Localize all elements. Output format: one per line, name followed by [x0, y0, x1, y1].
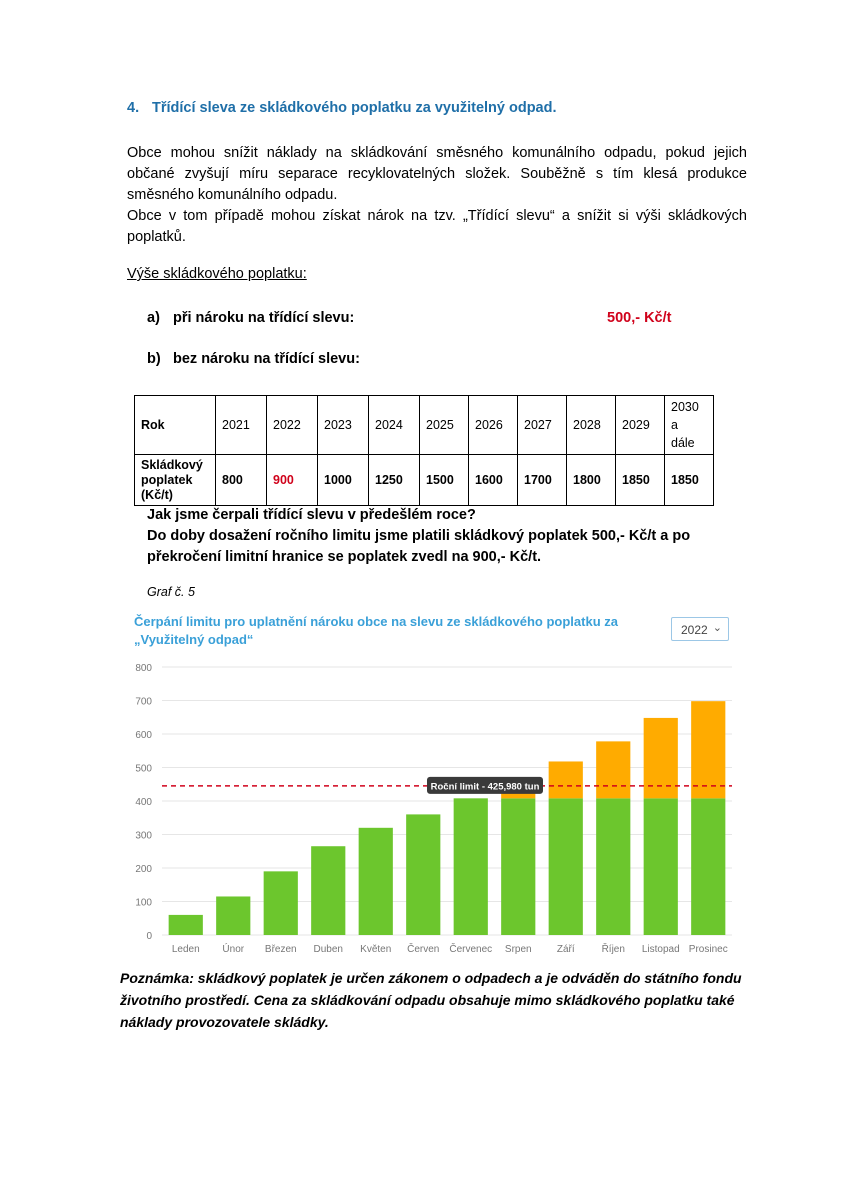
section-number: 4. — [127, 100, 140, 116]
bar-segment — [359, 828, 393, 935]
chart-title: Čerpání limitu pro uplatnění nároku obce na slevu ze skládkového poplatku za „Využitelný odpad“ — [134, 614, 618, 647]
table-cell-year: 2023 — [318, 396, 369, 455]
bar-segment — [596, 798, 630, 935]
table-cell-year: 2027 — [518, 396, 567, 455]
year-text: dále — [671, 436, 695, 450]
question-block — [147, 505, 747, 568]
bar-segment — [264, 871, 298, 935]
table-cell-year: 2022 — [267, 396, 318, 455]
y-tick-label: 700 — [135, 696, 152, 708]
bar-segment — [216, 896, 250, 935]
discount-paragraph: Obce v tom případě mohou získat nárok na tzv. „Třídící slevu“ a snížit si výši skládkových poplatků. — [127, 208, 747, 245]
fee-item-without-discount — [147, 351, 360, 367]
bar-segment — [691, 798, 725, 935]
x-tick-label: Listopad — [641, 944, 680, 955]
bar-segment — [644, 798, 678, 935]
bar-segment — [406, 814, 440, 935]
table-cell-fee: 1850 — [616, 455, 665, 506]
table-cell-year: 2029 — [616, 396, 665, 455]
limit-label: Roční limit - 425,980 tun — [430, 781, 540, 793]
item-label: při nároku na třídící slevu: — [173, 310, 355, 326]
bar-segment — [501, 798, 535, 935]
label-text: poplatek — [141, 472, 193, 487]
table-cell-year: 2024 — [369, 396, 420, 455]
x-tick-label: Září — [556, 944, 575, 955]
section-title: Třídící sleva ze skládkového poplatku za využitelný odpad. — [152, 100, 557, 116]
section-heading — [127, 100, 767, 116]
intro-paragraph: Obce mohou snížit náklady na skládkování směsného komunálního odpadu, pokud jejich občané zvyšují míru separace recyklovatelných složek. Souběžně s tím klesá produkce směsného komunálního odpadu. — [127, 145, 747, 203]
x-tick-label: Duben — [313, 944, 343, 955]
year-select-value: 2022 — [681, 623, 708, 637]
table-cell-year-last — [665, 396, 714, 455]
year-text: 2030 — [671, 400, 699, 414]
table-row-label — [135, 455, 216, 506]
y-tick-label: 400 — [135, 797, 152, 808]
bar-segment — [454, 798, 488, 935]
y-tick-label: 200 — [135, 864, 152, 875]
x-tick-label: Leden — [171, 944, 200, 955]
x-tick-label: Říjen — [601, 944, 625, 955]
table-cell-fee: 1500 — [420, 455, 469, 506]
y-tick-label: 500 — [135, 763, 152, 775]
bar-segment — [596, 741, 630, 798]
fee-table — [134, 395, 714, 506]
table-cell-fee: 1250 — [369, 455, 420, 506]
table-cell-fee: 1800 — [567, 455, 616, 506]
x-tick-label: Srpen — [504, 944, 532, 955]
table-cell-fee: 1700 — [518, 455, 567, 506]
y-tick-label: 100 — [135, 897, 152, 909]
table-cell-fee: 800 — [216, 455, 267, 506]
x-tick-label: Únor — [222, 944, 245, 955]
table-cell-year: 2021 — [216, 396, 267, 455]
y-tick-label: 800 — [135, 663, 152, 674]
x-tick-label: Prosinec — [688, 944, 728, 955]
x-tick-label: Červenec — [449, 944, 493, 955]
footnote: Poznámka: skládkový poplatek je určen zákonem o odpadech a je odváděn do státního fondu životního prostředí. Cena za skládkování odpadu obsahuje mimo skládkového poplatku také náklady provozovatele skládky. — [120, 970, 742, 1030]
x-tick-label: Červen — [407, 944, 440, 955]
table-cell-fee: 1000 — [318, 455, 369, 506]
table-cell-year: 2025 — [420, 396, 469, 455]
bar-segment — [169, 915, 203, 935]
table-row-label: Rok — [135, 396, 216, 455]
x-tick-label: Květen — [360, 944, 392, 955]
bar-segment — [691, 701, 725, 798]
year-text: a — [671, 418, 678, 432]
item-marker: a) — [147, 310, 160, 326]
chart-caption: Graf č. 5 — [147, 585, 195, 599]
table-cell-year: 2026 — [469, 396, 518, 455]
table-row-fees — [135, 455, 714, 506]
answer-text: Do doby dosažení ročního limitu jsme platili skládkový poplatek 500,- Kč/t a po překročení limitní hranice se poplatek zvedl na 900,- Kč/t. — [147, 528, 691, 565]
bar-chart — [120, 655, 745, 960]
item-label: bez nároku na třídící slevu: — [173, 351, 360, 367]
table-cell-fee-highlight: 900 — [267, 455, 318, 506]
table-cell-year: 2028 — [567, 396, 616, 455]
question-text: Jak jsme čerpali třídící slevu v předešlém roce? — [147, 507, 476, 523]
label-text: Skládkový — [141, 457, 203, 472]
bar-segment — [549, 798, 583, 935]
table-row-years — [135, 396, 714, 455]
bar-segment — [549, 761, 583, 798]
fee-item-with-discount — [147, 310, 354, 326]
discount-price: 500,- Kč/t — [607, 310, 672, 326]
table-cell-fee: 1600 — [469, 455, 518, 506]
item-marker: b) — [147, 351, 161, 367]
fee-subtitle: Výše skládkového poplatku: — [127, 266, 307, 282]
table-cell-fee: 1850 — [665, 455, 714, 506]
y-tick-label: 0 — [146, 931, 152, 942]
y-tick-label: 300 — [135, 830, 152, 842]
year-select[interactable] — [671, 617, 729, 641]
y-tick-label: 600 — [135, 730, 152, 741]
x-tick-label: Březen — [264, 944, 297, 955]
bar-segment — [311, 846, 345, 935]
label-text: (Kč/t) — [141, 487, 173, 502]
chevron-down-icon: ⌄ — [712, 622, 722, 634]
